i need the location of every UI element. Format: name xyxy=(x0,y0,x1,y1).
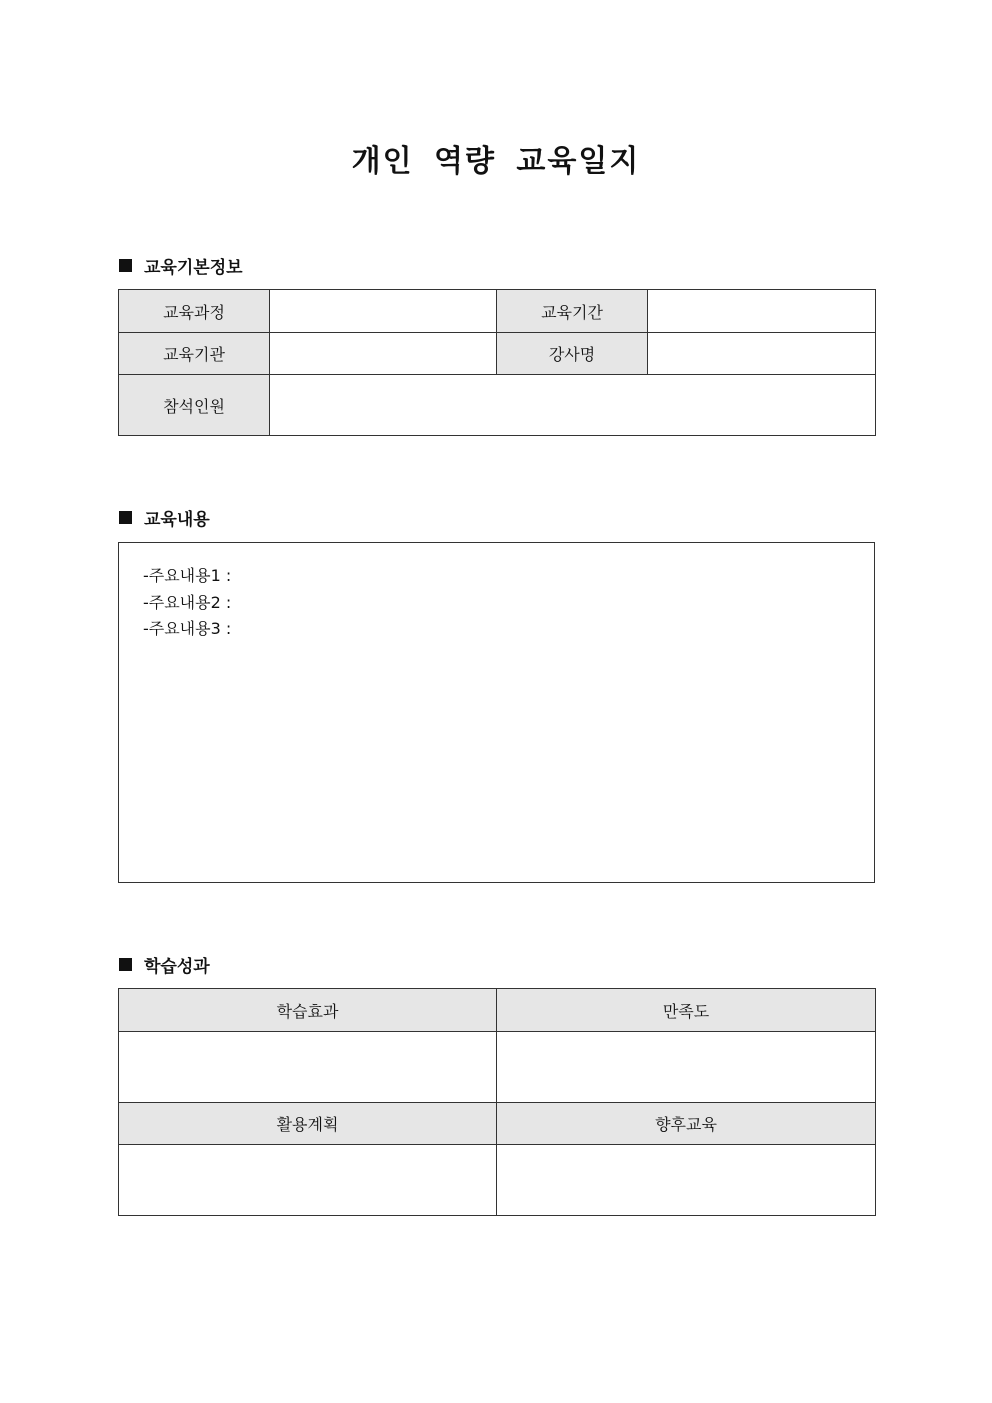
black-square-icon xyxy=(119,259,132,272)
content-line-3: -주요내용3 : xyxy=(143,619,232,638)
section-heading-label: 교육내용 xyxy=(144,509,210,530)
plan-field[interactable] xyxy=(119,1145,497,1216)
black-square-icon xyxy=(119,511,132,524)
table-row xyxy=(119,989,876,1032)
table-row xyxy=(119,333,876,375)
section-heading-label: 교육기본정보 xyxy=(144,257,243,278)
effect-field[interactable] xyxy=(119,1032,497,1103)
satisfaction-label: 만족도 xyxy=(497,989,876,1032)
table-row xyxy=(119,1145,876,1216)
period-field[interactable] xyxy=(648,290,876,333)
section-heading-basic-info xyxy=(119,253,243,277)
period-label: 교육기간 xyxy=(497,290,648,333)
effect-label: 학습효과 xyxy=(119,989,497,1032)
section-heading-label: 학습성과 xyxy=(144,956,210,977)
plan-label: 활용계획 xyxy=(119,1103,497,1145)
attendees-label: 참석인원 xyxy=(119,375,270,436)
course-label: 교육과정 xyxy=(119,290,270,333)
institution-label: 교육기관 xyxy=(119,333,270,375)
basic-info-table xyxy=(118,289,876,436)
course-field[interactable] xyxy=(270,290,497,333)
page-title: 개인 역량 교육일지 xyxy=(351,144,641,179)
content-line-1: -주요내용1 : xyxy=(143,566,232,585)
attendees-field[interactable] xyxy=(270,375,876,436)
results-table xyxy=(118,988,876,1216)
table-row xyxy=(119,290,876,333)
future-field[interactable] xyxy=(497,1145,876,1216)
content-lines xyxy=(143,563,231,643)
section-heading-results xyxy=(119,952,210,976)
content-line-2: -주요내용2 : xyxy=(143,592,232,612)
instructor-label: 강사명 xyxy=(497,333,648,375)
content-box[interactable] xyxy=(118,542,875,883)
black-square-icon xyxy=(119,958,132,971)
table-row xyxy=(119,375,876,436)
instructor-field[interactable] xyxy=(648,333,876,375)
section-heading-content xyxy=(119,505,210,529)
table-row xyxy=(119,1032,876,1103)
table-row xyxy=(119,1103,876,1145)
satisfaction-field[interactable] xyxy=(497,1032,876,1103)
institution-field[interactable] xyxy=(270,333,497,375)
future-label: 향후교육 xyxy=(497,1103,876,1145)
